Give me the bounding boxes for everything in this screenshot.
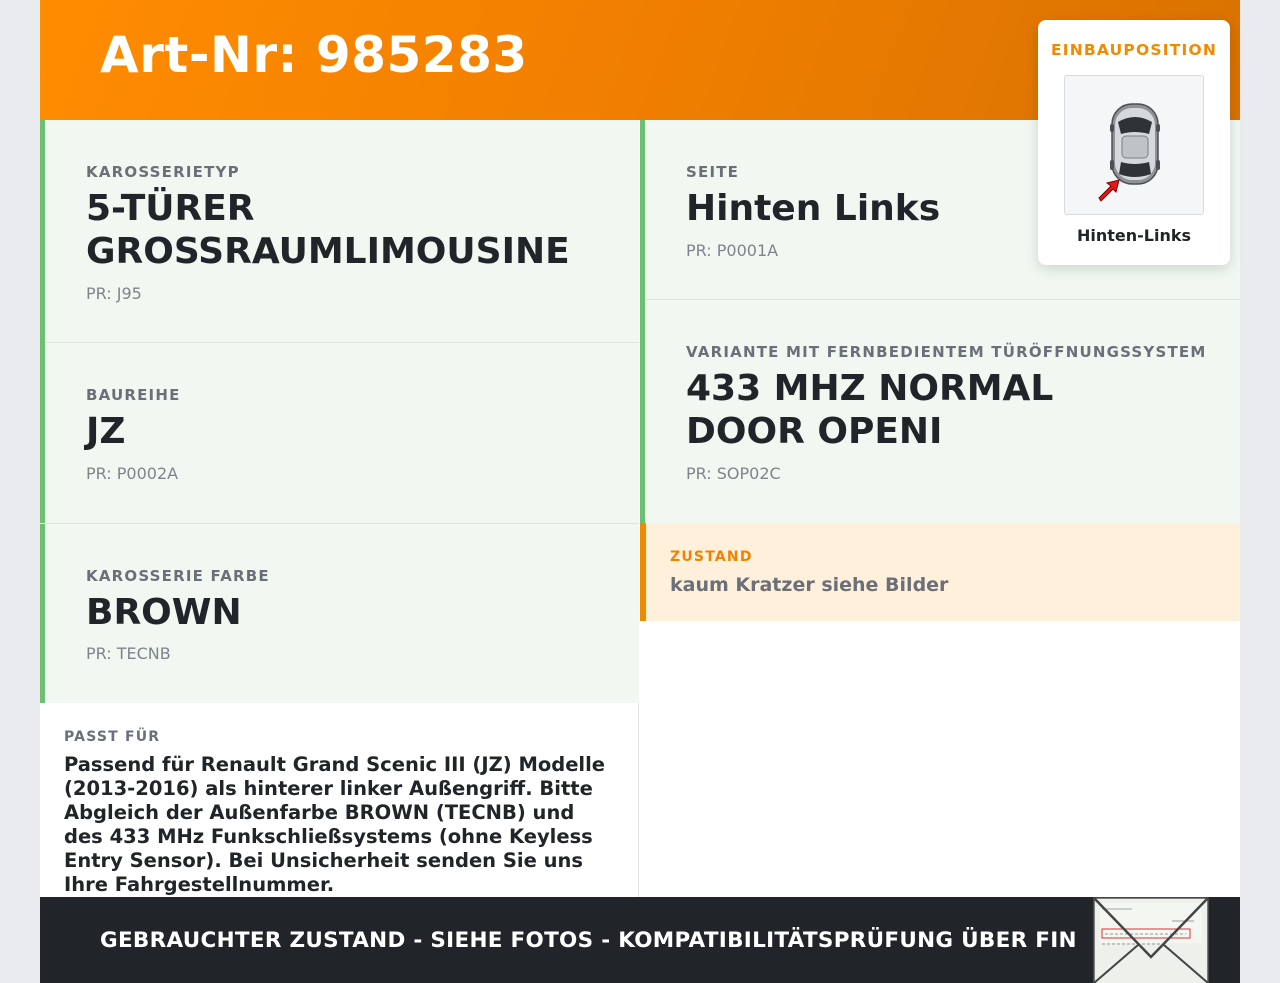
field-value: 5-TÜRER GROSSRAUMLIMOUSINE (86, 188, 570, 272)
field-farbe (40, 524, 639, 703)
einbauposition-title: EINBAUPOSITION (1050, 41, 1217, 59)
field-pr-code: PR: J95 (86, 284, 142, 303)
car-top-view-icon (1064, 75, 1204, 215)
field-pr-code: PR: P0002A (86, 464, 179, 483)
field-label: KAROSSERIETYP (86, 163, 240, 181)
einbauposition-caption: Hinten-Links (1076, 226, 1192, 245)
footer-bar (40, 897, 1240, 983)
field-variante (640, 300, 1240, 523)
field-value: 433 MHZ NORMAL DOOR OPENI (686, 368, 1054, 452)
field-value: JZ (86, 411, 126, 452)
field-label: BAUREIHE (86, 386, 181, 404)
field-label: VARIANTE MIT FERNBEDIENTEM TÜRÖFFNUNGSSYSTEM (686, 343, 1207, 361)
field-pr-code: PR: TECNB (86, 644, 171, 663)
field-pr-code: PR: SOP02C (686, 464, 781, 483)
zustand-text: kaum Kratzer siehe Bilder (670, 574, 949, 596)
compatibility-text: Passend für Renault Grand Scenic III (JZ) Modelle (2013-2016) als hinterer linker Außengriff. Bitte Abgleich der Außenfarbe BROWN (TECNB) und des 433 MHz Funkschließsystems (ohne Keyless Entry Sensor). Bei Unsicherheit senden Sie uns Ihre Fahrgestellnummer. (64, 753, 606, 896)
zustand-box (640, 523, 1240, 621)
zustand-label: ZUSTAND (670, 549, 753, 565)
article-number-title: Art-Nr: 985283 (100, 26, 528, 84)
field-label: KAROSSERIE FARBE (86, 567, 270, 585)
field-pr-code: PR: P0001A (686, 241, 779, 260)
einbauposition-card (1038, 20, 1230, 265)
field-karosserietyp (40, 120, 639, 343)
footer-text: GEBRAUCHTER ZUSTAND - SIEHE FOTOS - KOMPATIBILITÄTSPRÜFUNG ÜBER FIN (100, 928, 1077, 953)
compatibility-label: PASST FÜR (64, 729, 161, 745)
field-baureihe (40, 343, 639, 523)
envelope-icon (1092, 897, 1210, 983)
field-value: BROWN (86, 592, 242, 633)
field-value: Hinten Links (686, 188, 941, 229)
field-label: SEITE (686, 163, 740, 181)
compatibility-box (40, 703, 639, 897)
